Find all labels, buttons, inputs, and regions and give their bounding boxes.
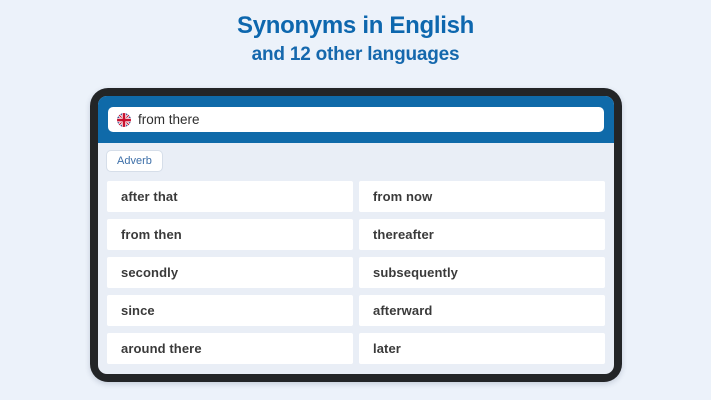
page-subtitle: and 12 other languages bbox=[251, 44, 460, 65]
synonym-item[interactable]: subsequently bbox=[359, 257, 605, 288]
synonym-item[interactable]: thereafter bbox=[359, 219, 605, 250]
synonym-item[interactable]: afterward bbox=[359, 295, 605, 326]
page-title: Synonyms in English bbox=[236, 12, 474, 39]
synonym-item[interactable]: after that bbox=[107, 181, 353, 212]
search-header bbox=[98, 96, 614, 143]
search-input[interactable] bbox=[108, 107, 604, 132]
synonym-item[interactable]: from then bbox=[107, 219, 353, 250]
part-of-speech-row bbox=[98, 143, 614, 171]
tablet-frame bbox=[90, 88, 622, 382]
page-header bbox=[0, 12, 711, 66]
app-screen bbox=[98, 96, 614, 374]
synonym-item[interactable]: later bbox=[359, 333, 605, 364]
synonym-item[interactable]: secondly bbox=[107, 257, 353, 288]
uk-flag-icon[interactable] bbox=[117, 113, 131, 127]
synonym-item[interactable]: from now bbox=[359, 181, 605, 212]
synonym-list bbox=[107, 181, 605, 364]
search-value: from there bbox=[138, 112, 200, 127]
synonym-item[interactable]: since bbox=[107, 295, 353, 326]
pos-chip-adverb[interactable]: Adverb bbox=[107, 151, 162, 171]
synonym-item[interactable]: around there bbox=[107, 333, 353, 364]
